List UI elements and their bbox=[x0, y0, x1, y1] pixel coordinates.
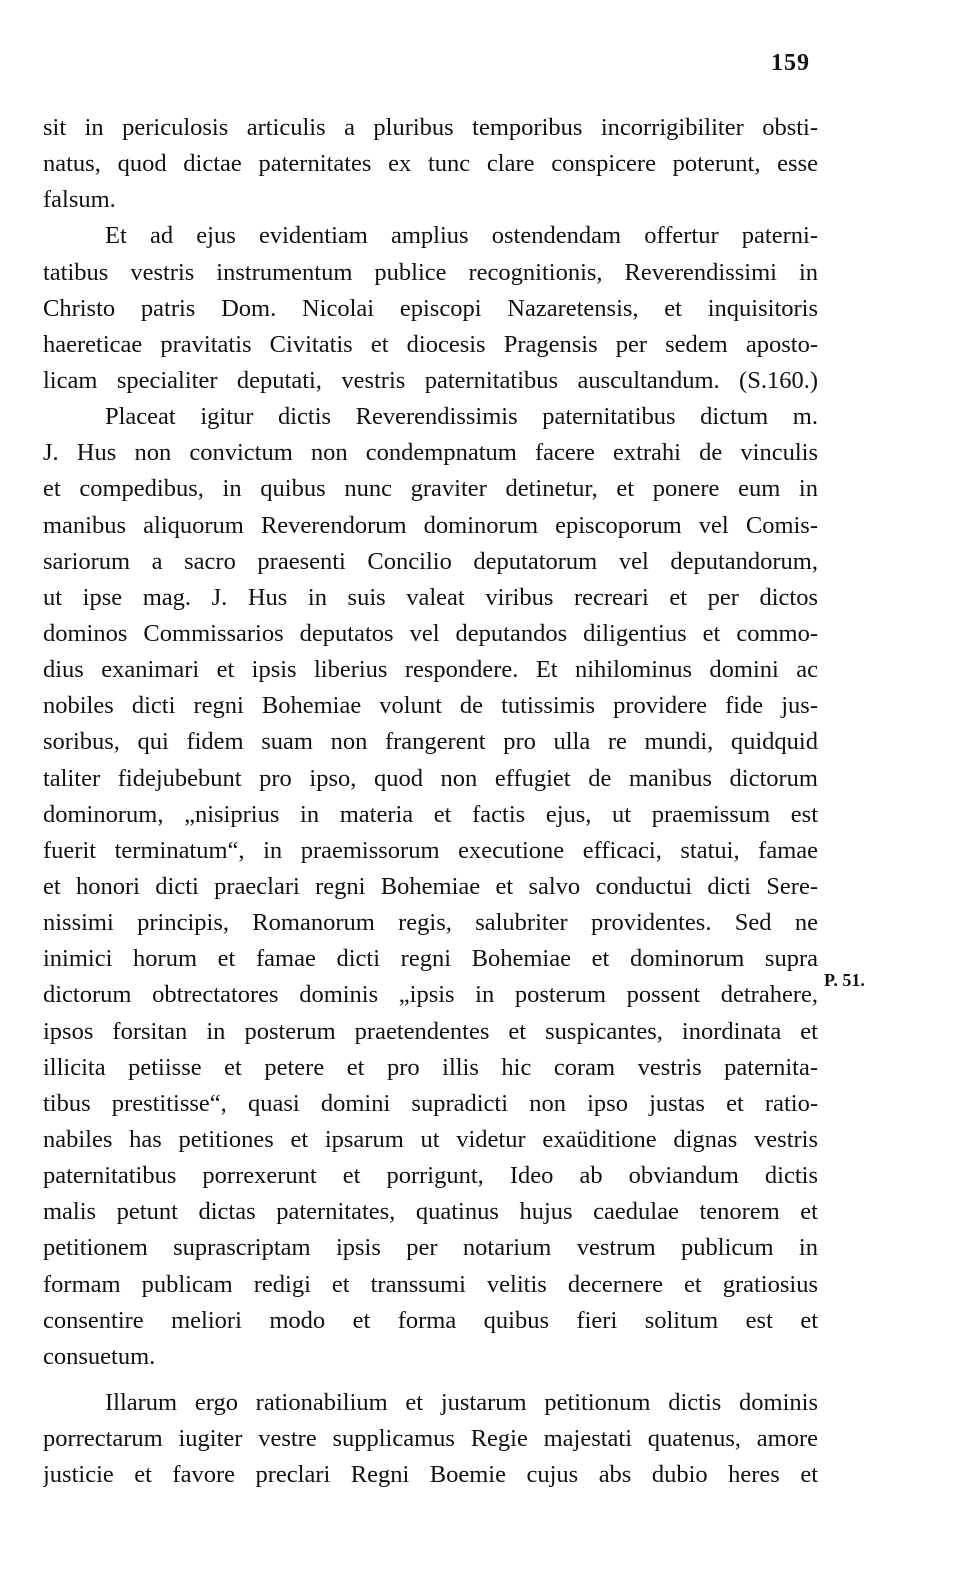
text-line: haereticae pravitatis Civitatis et diocesis Pragensis per sedem aposto- bbox=[43, 330, 818, 358]
text-line: inimici horum et famae dicti regni Bohemiae et dominorum supra bbox=[43, 945, 818, 973]
text-line: nobiles dicti regni Bohemiae volunt de tutissimis providere fide jus- bbox=[43, 692, 818, 720]
text-line: consuetum. bbox=[43, 1342, 156, 1370]
text-line: taliter fidejubebunt pro ipso, quod non effugiet de manibus dictorum bbox=[43, 764, 818, 792]
text-line: justicie et favore preclari Regni Boemie cujus abs dubio heres et bbox=[43, 1461, 818, 1489]
text-line: falsum. bbox=[43, 186, 116, 214]
body-text bbox=[43, 110, 818, 1493]
text-line: Christo patris Dom. Nicolai episcopi Nazaretensis, et inquisitoris bbox=[43, 294, 818, 322]
page-number: 159 bbox=[771, 50, 810, 76]
text-line: consentire meliori modo et forma quibus fieri solitum est et bbox=[43, 1306, 818, 1334]
text-line: et honori dicti praeclari regni Bohemiae et salvo conductui dicti Sere- bbox=[43, 872, 818, 900]
text-line: paternitatibus porrexerunt et porrigunt, Ideo ab obviandum dictis bbox=[43, 1162, 818, 1190]
text-line: dictorum obtrectatores dominis „ipsis in posterum possent detrahere, bbox=[43, 981, 818, 1009]
text-line: dominos Commissarios deputatos vel deputandos diligentius et commo- bbox=[43, 619, 818, 647]
text-line: Illarum ergo rationabilium et justarum petitionum dictis dominis bbox=[105, 1388, 818, 1416]
text-line: sit in periculosis articulis a pluribus temporibus incorrigibiliter obsti- bbox=[43, 114, 818, 141]
text-line: Et ad ejus evidentiam amplius ostendendam offertur paterni- bbox=[105, 222, 818, 250]
text-line: soribus, qui fidem suam non frangerent pro ulla re mundi, quidquid bbox=[43, 728, 818, 756]
text-line: nissimi principis, Romanorum regis, salubriter providentes. Sed ne bbox=[43, 909, 818, 937]
text-line: tatibus vestris instrumentum publice recognitionis, Reverendissimi in bbox=[43, 258, 818, 286]
text-line: illicita petiisse et petere et pro illis hic coram vestris paternita- bbox=[43, 1053, 818, 1081]
text-line: formam publicam redigi et transsumi velitis decernere et gratiosius bbox=[43, 1270, 818, 1298]
text-line: dominorum, „nisiprius in materia et factis ejus, ut praemissum est bbox=[43, 800, 818, 828]
text-line: ut ipse mag. J. Hus in suis valeat viribus recreari et per dictos bbox=[43, 583, 818, 611]
text-line: malis petunt dictas paternitates, quatinus hujus caedulae tenorem et bbox=[43, 1198, 818, 1226]
text-line: ipsos forsitan in posterum praetendentes et suspicantes, inordinata et bbox=[43, 1017, 818, 1045]
text-line: petitionem suprascriptam ipsis per notarium vestrum publicum in bbox=[43, 1234, 818, 1262]
text-line: porrectarum iugiter vestre supplicamus Regie majestati quatenus, amore bbox=[43, 1425, 818, 1453]
text-line: Placeat igitur dictis Reverendissimis paternitatibus dictum m. bbox=[105, 403, 818, 431]
text-line: dius exanimari et ipsis liberius respondere. Et nihilominus domini ac bbox=[43, 656, 818, 684]
text-line: et compedibus, in quibus nunc graviter detinetur, et ponere eum in bbox=[43, 475, 818, 503]
text-line: manibus aliquorum Reverendorum dominorum episcoporum vel Comis- bbox=[43, 511, 818, 539]
text-line: tibus prestitisse“, quasi domini supradicti non ipso justas et ratio- bbox=[43, 1089, 818, 1117]
text-line: licam specialiter deputati, vestris paternitatibus auscultandum. (S.160.) bbox=[43, 366, 818, 394]
margin-note: P. 51. bbox=[824, 970, 865, 990]
text-line: sariorum a sacro praesenti Concilio deputatorum vel deputandorum, bbox=[43, 547, 818, 575]
text-line: natus, quod dictae paternitates ex tunc clare conspicere poterunt, esse bbox=[43, 150, 818, 178]
text-line: nabiles has petitiones et ipsarum ut videtur exaüditione dignas vestris bbox=[43, 1125, 818, 1153]
text-line: fuerit terminatum“, in praemissorum executione efficaci, statui, famae bbox=[43, 836, 818, 864]
text-line: J. Hus non convictum non condempnatum facere extrahi de vinculis bbox=[43, 439, 818, 467]
